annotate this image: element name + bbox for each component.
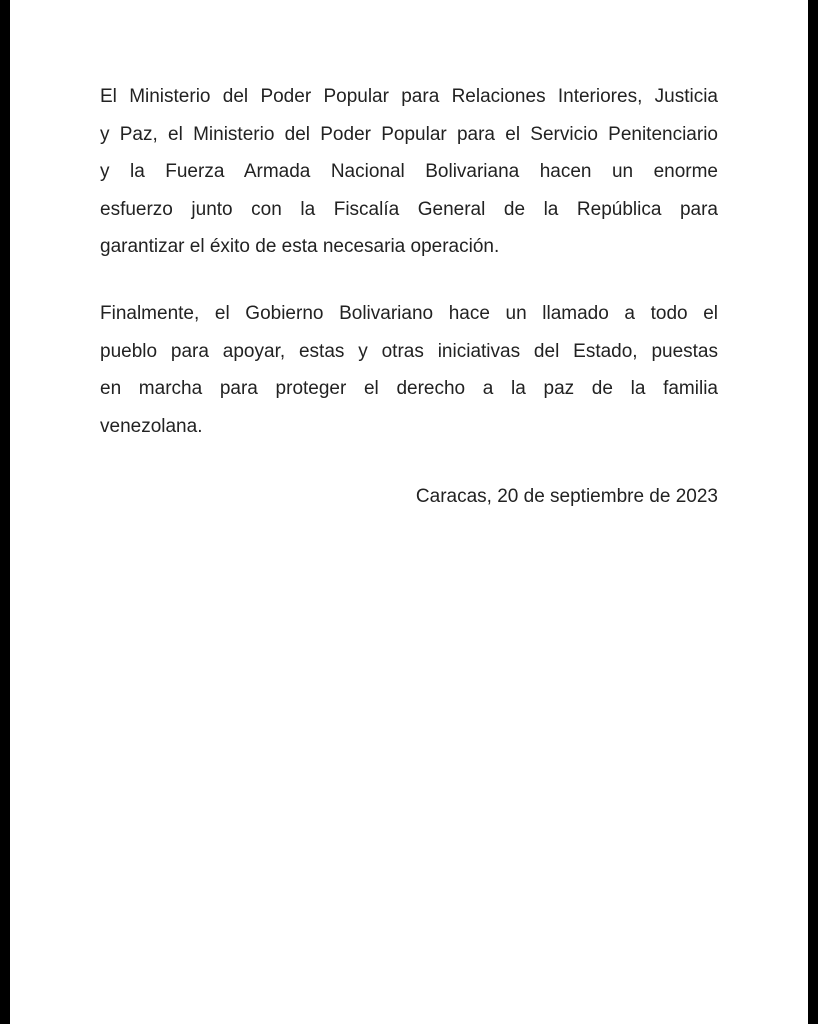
paragraph-ministries: [100, 78, 718, 266]
paragraph-final-call: [100, 295, 718, 445]
document-page: [10, 0, 808, 1024]
place-and-date: Caracas, 20 de septiembre de 2023: [415, 486, 718, 507]
paragraph-line: El Ministerio del Poder Popular para Relaciones Interiores, Justicia: [100, 86, 718, 107]
paragraph-line: y Paz, el Ministerio del Poder Popular para el Servicio Penitenciario: [100, 123, 718, 145]
paragraph-line: venezolana.: [100, 415, 203, 437]
paragraph-line: pueblo para apoyar, estas y otras iniciativas del Estado, puestas: [100, 340, 718, 362]
paragraph-line: esfuerzo junto con la Fiscalía General de la República para: [100, 198, 718, 220]
paragraph-line: y la Fuerza Armada Nacional Bolivariana hacen un enorme: [100, 161, 718, 182]
paragraph-line: garantizar el éxito de esta necesaria operación.: [100, 236, 500, 257]
paragraph-line: en marcha para proteger el derecho a la paz de la familia: [100, 378, 718, 399]
paragraph-line: Finalmente, el Gobierno Bolivariano hace un llamado a todo el: [100, 303, 718, 324]
